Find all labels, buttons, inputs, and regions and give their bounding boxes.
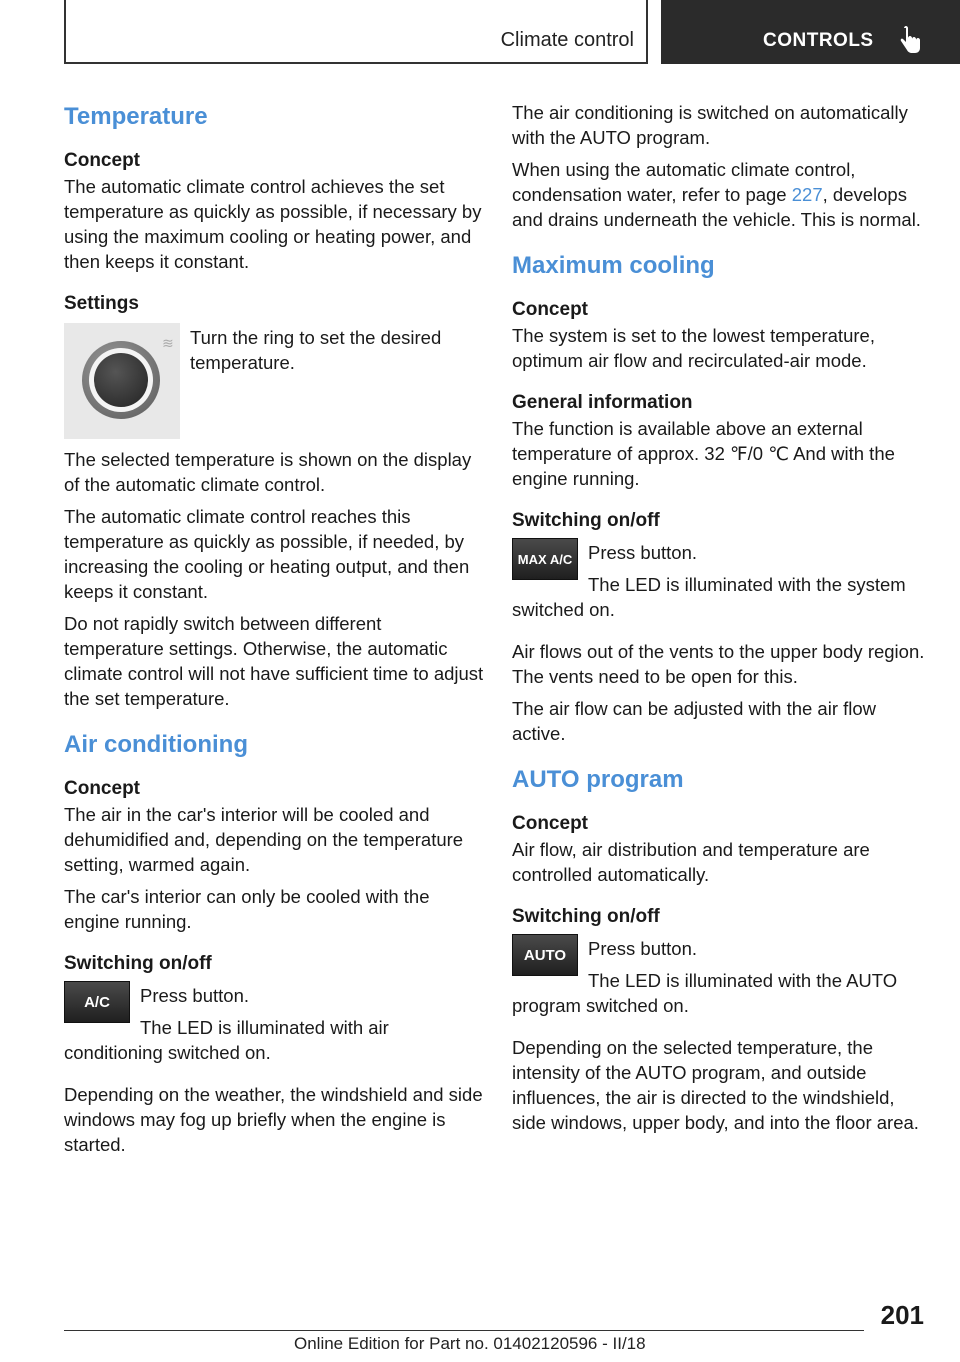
- maxcool-p1: Air flows out of the vents to the upper body region. The vents need to be open for this.: [512, 641, 925, 687]
- pointing-hand-icon: [897, 26, 921, 54]
- auto-after-text: Depending on the selected temperature, the intensity of the AUTO program, and outside influences, the air is directed to the windshield, side windows, upper body, and into the floor area.: [512, 1037, 919, 1133]
- ac-concept-p2: The car's interior can only be cooled with the engine running.: [64, 886, 430, 932]
- maxcool-led-text: The LED is illuminated with the system switched on.: [512, 574, 906, 620]
- auto-heading: AUTO program: [512, 766, 684, 793]
- maxcool-general-heading: General information: [512, 392, 693, 413]
- right-column: [512, 100, 926, 1142]
- maxcool-switch-heading: Switching on/off: [512, 510, 660, 531]
- auto-concept-heading: Concept: [512, 813, 588, 834]
- page-number: 201: [880, 1300, 924, 1330]
- maxcool-heading: Maximum cooling: [512, 252, 715, 279]
- left-column: [64, 100, 484, 1164]
- maxcool-p2: The air flow can be adjusted with the air flow active.: [512, 698, 877, 744]
- ac-concept-heading: Concept: [64, 778, 140, 799]
- maxcool-concept-text: The system is set to the lowest temperature, optimum air flow and recirculated-air mode.: [512, 325, 875, 371]
- auto-concept-text: Air flow, air distribution and temperature are controlled automatically.: [512, 839, 870, 885]
- temperature-concept-heading: Concept: [64, 150, 140, 171]
- ac-led-text: The LED is illuminated with air conditioning switched on.: [64, 1017, 389, 1063]
- ac-auto-p2: When using the automatic climate control, condensation water, refer to page 227, develops and drains underneath the vehicle. This is normal.: [512, 159, 921, 230]
- footer-divider: [64, 1330, 864, 1331]
- auto-press-text: Press button.: [588, 938, 698, 959]
- ac-press-text: Press button.: [140, 985, 250, 1006]
- temperature-p1: The selected temperature is shown on the display of the automatic climate control.: [64, 449, 472, 495]
- ac-heading: Air conditioning: [64, 731, 248, 758]
- temperature-p3: Do not rapidly switch between different temperature settings. Otherwise, the automatic climate control will not have sufficient time to adjust the set temperature.: [64, 613, 484, 709]
- ac-button-figure: [64, 977, 484, 1011]
- maxcool-press-text: Press button.: [588, 542, 698, 563]
- auto-switch-heading: Switching on/off: [512, 906, 660, 927]
- header-section-box: [64, 0, 648, 64]
- temperature-heading: Temperature: [64, 103, 208, 130]
- auto-led-text: The LED is illuminated with the AUTO program switched on.: [512, 970, 898, 1016]
- maxcool-button-figure: [512, 534, 926, 565]
- max-ac-button-image: MAX A/C: [512, 538, 578, 580]
- ac-auto-p1: The air conditioning is switched on automatically with the AUTO program.: [512, 102, 908, 148]
- ac-button-image: A/C: [64, 981, 130, 1023]
- dial-knob-icon: [94, 353, 148, 407]
- settings-fig-text: Turn the ring to set the desired temperature.: [190, 327, 442, 373]
- heat-waves-icon: ≋: [162, 335, 174, 351]
- temperature-concept-text: The automatic climate control achieves the set temperature as quickly as possible, if necessary by using the maximum cooling or heating power, and then keeps it constant.: [64, 176, 482, 272]
- settings-figure: [64, 317, 484, 447]
- edition-text: Online Edition for Part no. 01402120596 - II/18: [294, 1334, 646, 1353]
- chapter-title: CONTROLS: [763, 30, 874, 51]
- maxcool-concept-heading: Concept: [512, 299, 588, 320]
- maxcool-general-text: The function is available above an external temperature of approx. 32 ℉/0 ℃ And with the engine running.: [512, 418, 895, 489]
- temperature-dial-image: [64, 323, 180, 439]
- auto-button-figure: [512, 930, 926, 964]
- page-227-link[interactable]: 227: [791, 184, 823, 205]
- temperature-p2: The automatic climate control reaches this temperature as quickly as possible, if needed, by increasing the cooling or heating output, and then keeps it constant.: [64, 506, 470, 602]
- chapter-tab[interactable]: [661, 0, 960, 64]
- settings-heading: Settings: [64, 293, 139, 314]
- ac-after-text: Depending on the weather, the windshield and side windows may fog up briefly when the engine is started.: [64, 1084, 483, 1155]
- auto-button-image: AUTO: [512, 934, 578, 976]
- section-title: Climate control: [500, 29, 634, 51]
- ac-concept-p1: The air in the car's interior will be cooled and dehumidified and, depending on the temperature setting, warmed again.: [64, 804, 464, 875]
- ac-switch-heading: Switching on/off: [64, 953, 212, 974]
